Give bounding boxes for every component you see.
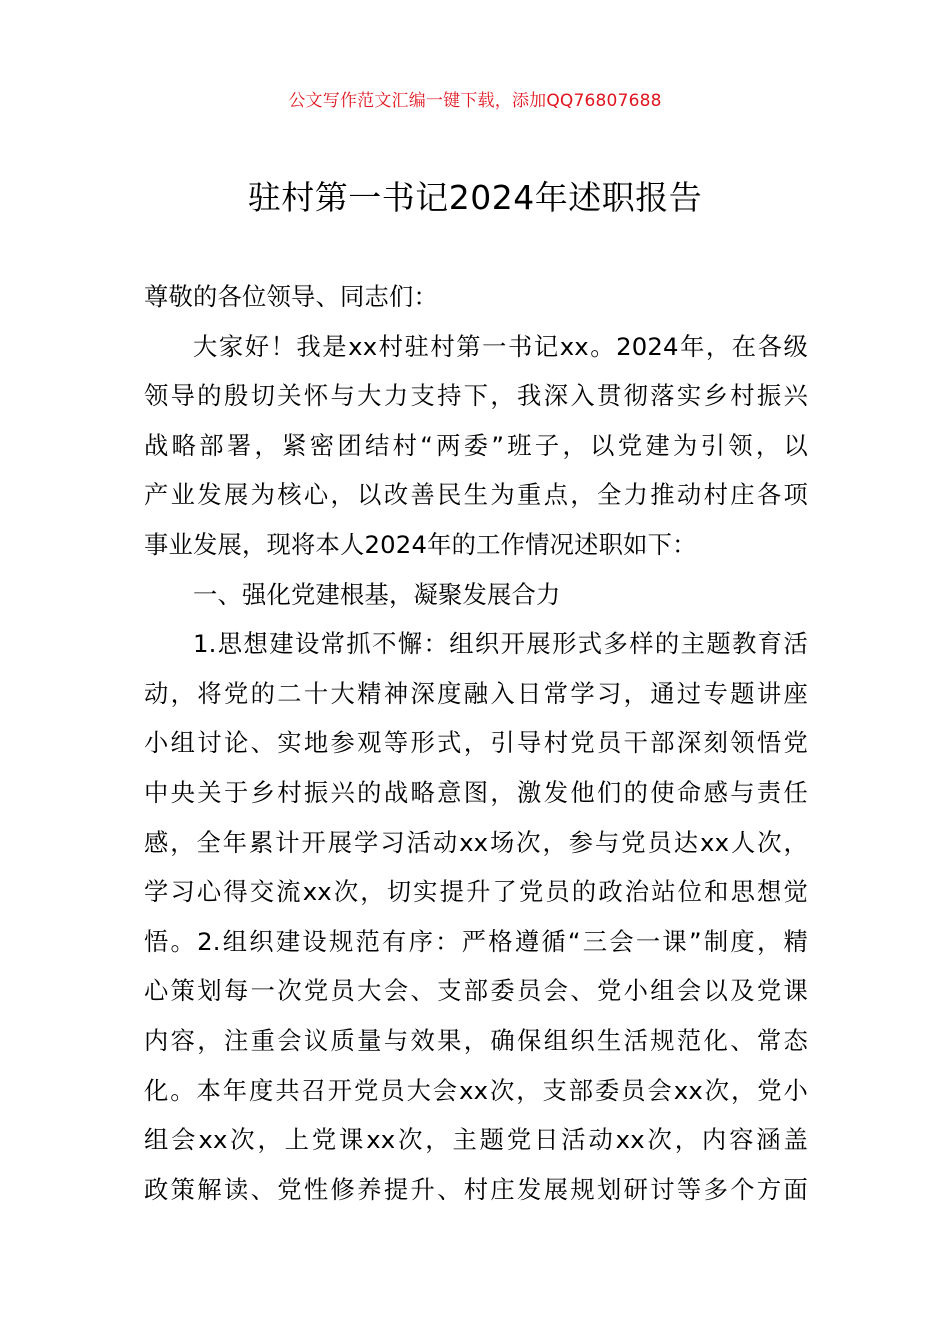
paragraph-line: 感，全年累计开展学习活动xx场次，参与党员达xx人次，: [144, 827, 808, 857]
paragraph-line: 组会xx次，上党课xx次，主题党日活动xx次，内容涵盖: [144, 1125, 808, 1155]
paragraph-line: 1.思想建设常抓不懈：组织开展形式多样的主题教育活: [193, 629, 808, 659]
document-title: 驻村第一书记2024年述职报告: [247, 178, 703, 217]
section-heading: 一、强化党建根基，凝聚发展合力: [193, 579, 561, 609]
paragraph-line: 事业发展，现将本人2024年的工作情况述职如下：: [144, 529, 697, 559]
paragraph-line: 悟。2.组织建设规范有序：严格遵循“三会一课”制度，精: [144, 926, 808, 956]
paragraph-line: 产业发展为核心，以改善民生为重点，全力推动村庄各项: [144, 480, 808, 510]
paragraph-line: 化。本年度共召开党员大会xx次，支部委员会xx次，党小: [144, 1075, 808, 1105]
paragraph-line: 心策划每一次党员大会、支部委员会、党小组会以及党课: [144, 976, 808, 1006]
document-body: [144, 279, 808, 1221]
download-banner: 公文写作范文汇编一键下载，添加QQ76807688: [288, 91, 662, 111]
paragraph-line: 小组讨论、实地参观等形式，引导村党员干部深刻领悟党: [144, 728, 808, 758]
paragraph-line: 战略部署，紧密团结村“两委”班子，以党建为引领，以: [144, 430, 808, 460]
paragraph-line: 内容，注重会议质量与效果，确保组织生活规范化、常态: [144, 1025, 808, 1055]
paragraph-line: 中央关于乡村振兴的战略意图，激发他们的使命感与责任: [144, 777, 808, 807]
paragraph-line: 动，将党的二十大精神深度融入日常学习，通过专题讲座: [144, 678, 808, 708]
salutation: 尊敬的各位领导、同志们：: [144, 282, 438, 311]
paragraph-line: 学习心得交流xx次，切实提升了党员的政治站位和思想觉: [144, 877, 808, 907]
paragraph-line: 领导的殷切关怀与大力支持下，我深入贯彻落实乡村振兴: [144, 381, 808, 411]
paragraph-line: 政策解读、党性修养提升、村庄发展规划研讨等多个方面: [144, 1174, 808, 1204]
paragraph-line: 大家好！我是xx村驻村第一书记xx。2024年，在各级: [193, 331, 808, 361]
